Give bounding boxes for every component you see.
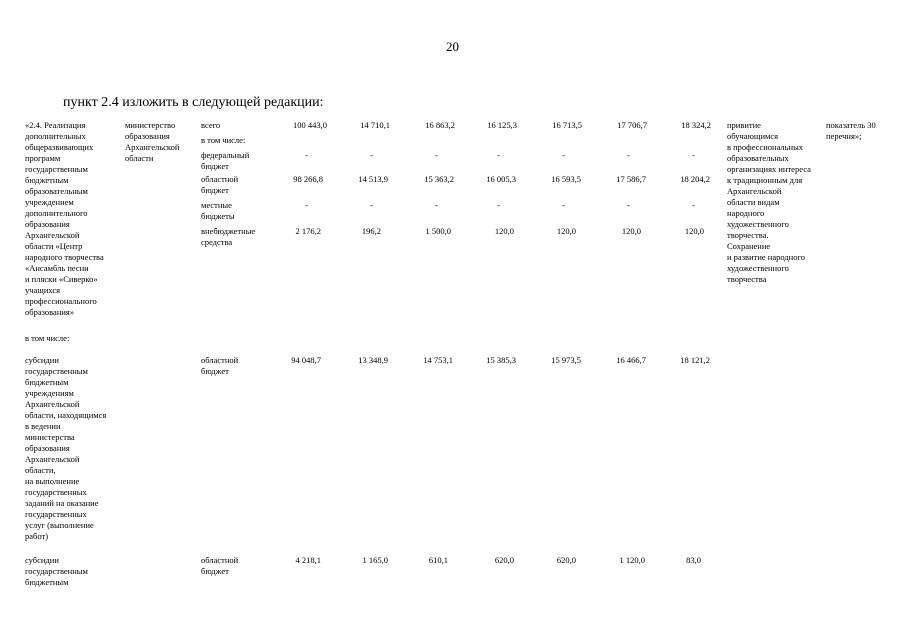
total-value: 100 443,0 bbox=[293, 120, 327, 130]
total-value: 16 713,5 bbox=[552, 120, 582, 130]
including-label: в том числе: bbox=[25, 333, 70, 343]
source-extra: внебюджетные средства bbox=[201, 226, 256, 247]
main-row-result: привитие обучающимся в профессиональных образовательных организациях интереса к традиционным для Архангельской области видам народного художественного творчества. Сохранение и развитие народного художественного творчества bbox=[727, 120, 811, 284]
regional-value: 14 513,9 bbox=[358, 174, 388, 184]
sub2-value: 83,0 bbox=[686, 555, 701, 565]
total-value: 16 125,3 bbox=[487, 120, 517, 130]
total-value: 14 710,1 bbox=[360, 120, 390, 130]
extra-value: 1 500,0 bbox=[425, 226, 451, 236]
source-regional: областной бюджет bbox=[201, 174, 239, 195]
regional-value: 15 363,2 bbox=[424, 174, 454, 184]
regional-value: 18 204,2 bbox=[680, 174, 710, 184]
local-value: - bbox=[562, 200, 565, 210]
sub2-value: 1 120,0 bbox=[619, 555, 645, 565]
regional-value: 16 593,5 bbox=[551, 174, 581, 184]
federal-value: - bbox=[627, 150, 630, 160]
federal-value: - bbox=[370, 150, 373, 160]
federal-value: - bbox=[692, 150, 695, 160]
total-value: 18 324,2 bbox=[681, 120, 711, 130]
federal-value: - bbox=[562, 150, 565, 160]
federal-value: - bbox=[305, 150, 308, 160]
sub2-value: 620,0 bbox=[556, 555, 576, 565]
regional-value: 98 266,8 bbox=[293, 174, 323, 184]
source-local: местные бюджеты bbox=[201, 200, 235, 221]
sub1-value: 16 466,7 bbox=[616, 355, 646, 365]
total-value: 17 706,7 bbox=[617, 120, 647, 130]
source-total: всего bbox=[201, 120, 221, 130]
federal-value: - bbox=[435, 150, 438, 160]
local-value: - bbox=[497, 200, 500, 210]
source-including: в том числе: bbox=[201, 135, 246, 145]
sub2-name: субсидии государственным бюджетным bbox=[25, 555, 88, 587]
extra-value: 120,0 bbox=[556, 226, 576, 236]
local-value: - bbox=[370, 200, 373, 210]
federal-value: - bbox=[497, 150, 500, 160]
sub2-value: 610,1 bbox=[428, 555, 448, 565]
regional-value: 17 586,7 bbox=[616, 174, 646, 184]
sub1-value: 18 121,2 bbox=[680, 355, 710, 365]
extra-value: 120,0 bbox=[494, 226, 514, 236]
main-row-indicator: показатель 30 перечня»; bbox=[826, 120, 876, 141]
sub2-value: 1 165,0 bbox=[362, 555, 388, 565]
sub1-value: 94 048,7 bbox=[291, 355, 321, 365]
total-value: 16 863,2 bbox=[425, 120, 455, 130]
sub1-source: областной бюджет bbox=[201, 355, 239, 376]
main-row-executor: министерство образования Архангельской области bbox=[125, 120, 180, 163]
local-value: - bbox=[435, 200, 438, 210]
sub2-value: 4 218,1 bbox=[295, 555, 321, 565]
source-federal: федеральный бюджет bbox=[201, 150, 250, 171]
local-value: - bbox=[305, 200, 308, 210]
sub2-source: областной бюджет bbox=[201, 555, 239, 576]
local-value: - bbox=[627, 200, 630, 210]
local-value: - bbox=[692, 200, 695, 210]
extra-value: 2 176,2 bbox=[295, 226, 321, 236]
extra-value: 120,0 bbox=[684, 226, 704, 236]
extra-value: 120,0 bbox=[621, 226, 641, 236]
sub2-value: 620,0 bbox=[494, 555, 514, 565]
page-number: 20 bbox=[446, 39, 459, 54]
extra-value: 196,2 bbox=[361, 226, 381, 236]
regional-value: 16 005,3 bbox=[486, 174, 516, 184]
sub1-name: субсидии государственным бюджетным учреждениям Архангельской области, находящимся в ведении министерства образования Архангельской области, на выполнение государственных заданий на оказание государственных услуг (выполнение работ) bbox=[25, 355, 107, 541]
sub1-value: 14 753,1 bbox=[423, 355, 453, 365]
sub1-value: 15 385,3 bbox=[486, 355, 516, 365]
instruction-text: пункт 2.4 изложить в следующей редакции: bbox=[63, 95, 324, 110]
sub1-value: 15 973,5 bbox=[551, 355, 581, 365]
main-row-name: «2.4. Реализация дополнительных общеразвивающих программ государственным бюджетным образовательным учреждением дополнительного образования Архангельской области «Центр народного творчества «Ансамбль песни и пляски «Сиверко» учащихся профессионального образования» bbox=[25, 120, 104, 317]
sub1-value: 13 348,9 bbox=[358, 355, 388, 365]
